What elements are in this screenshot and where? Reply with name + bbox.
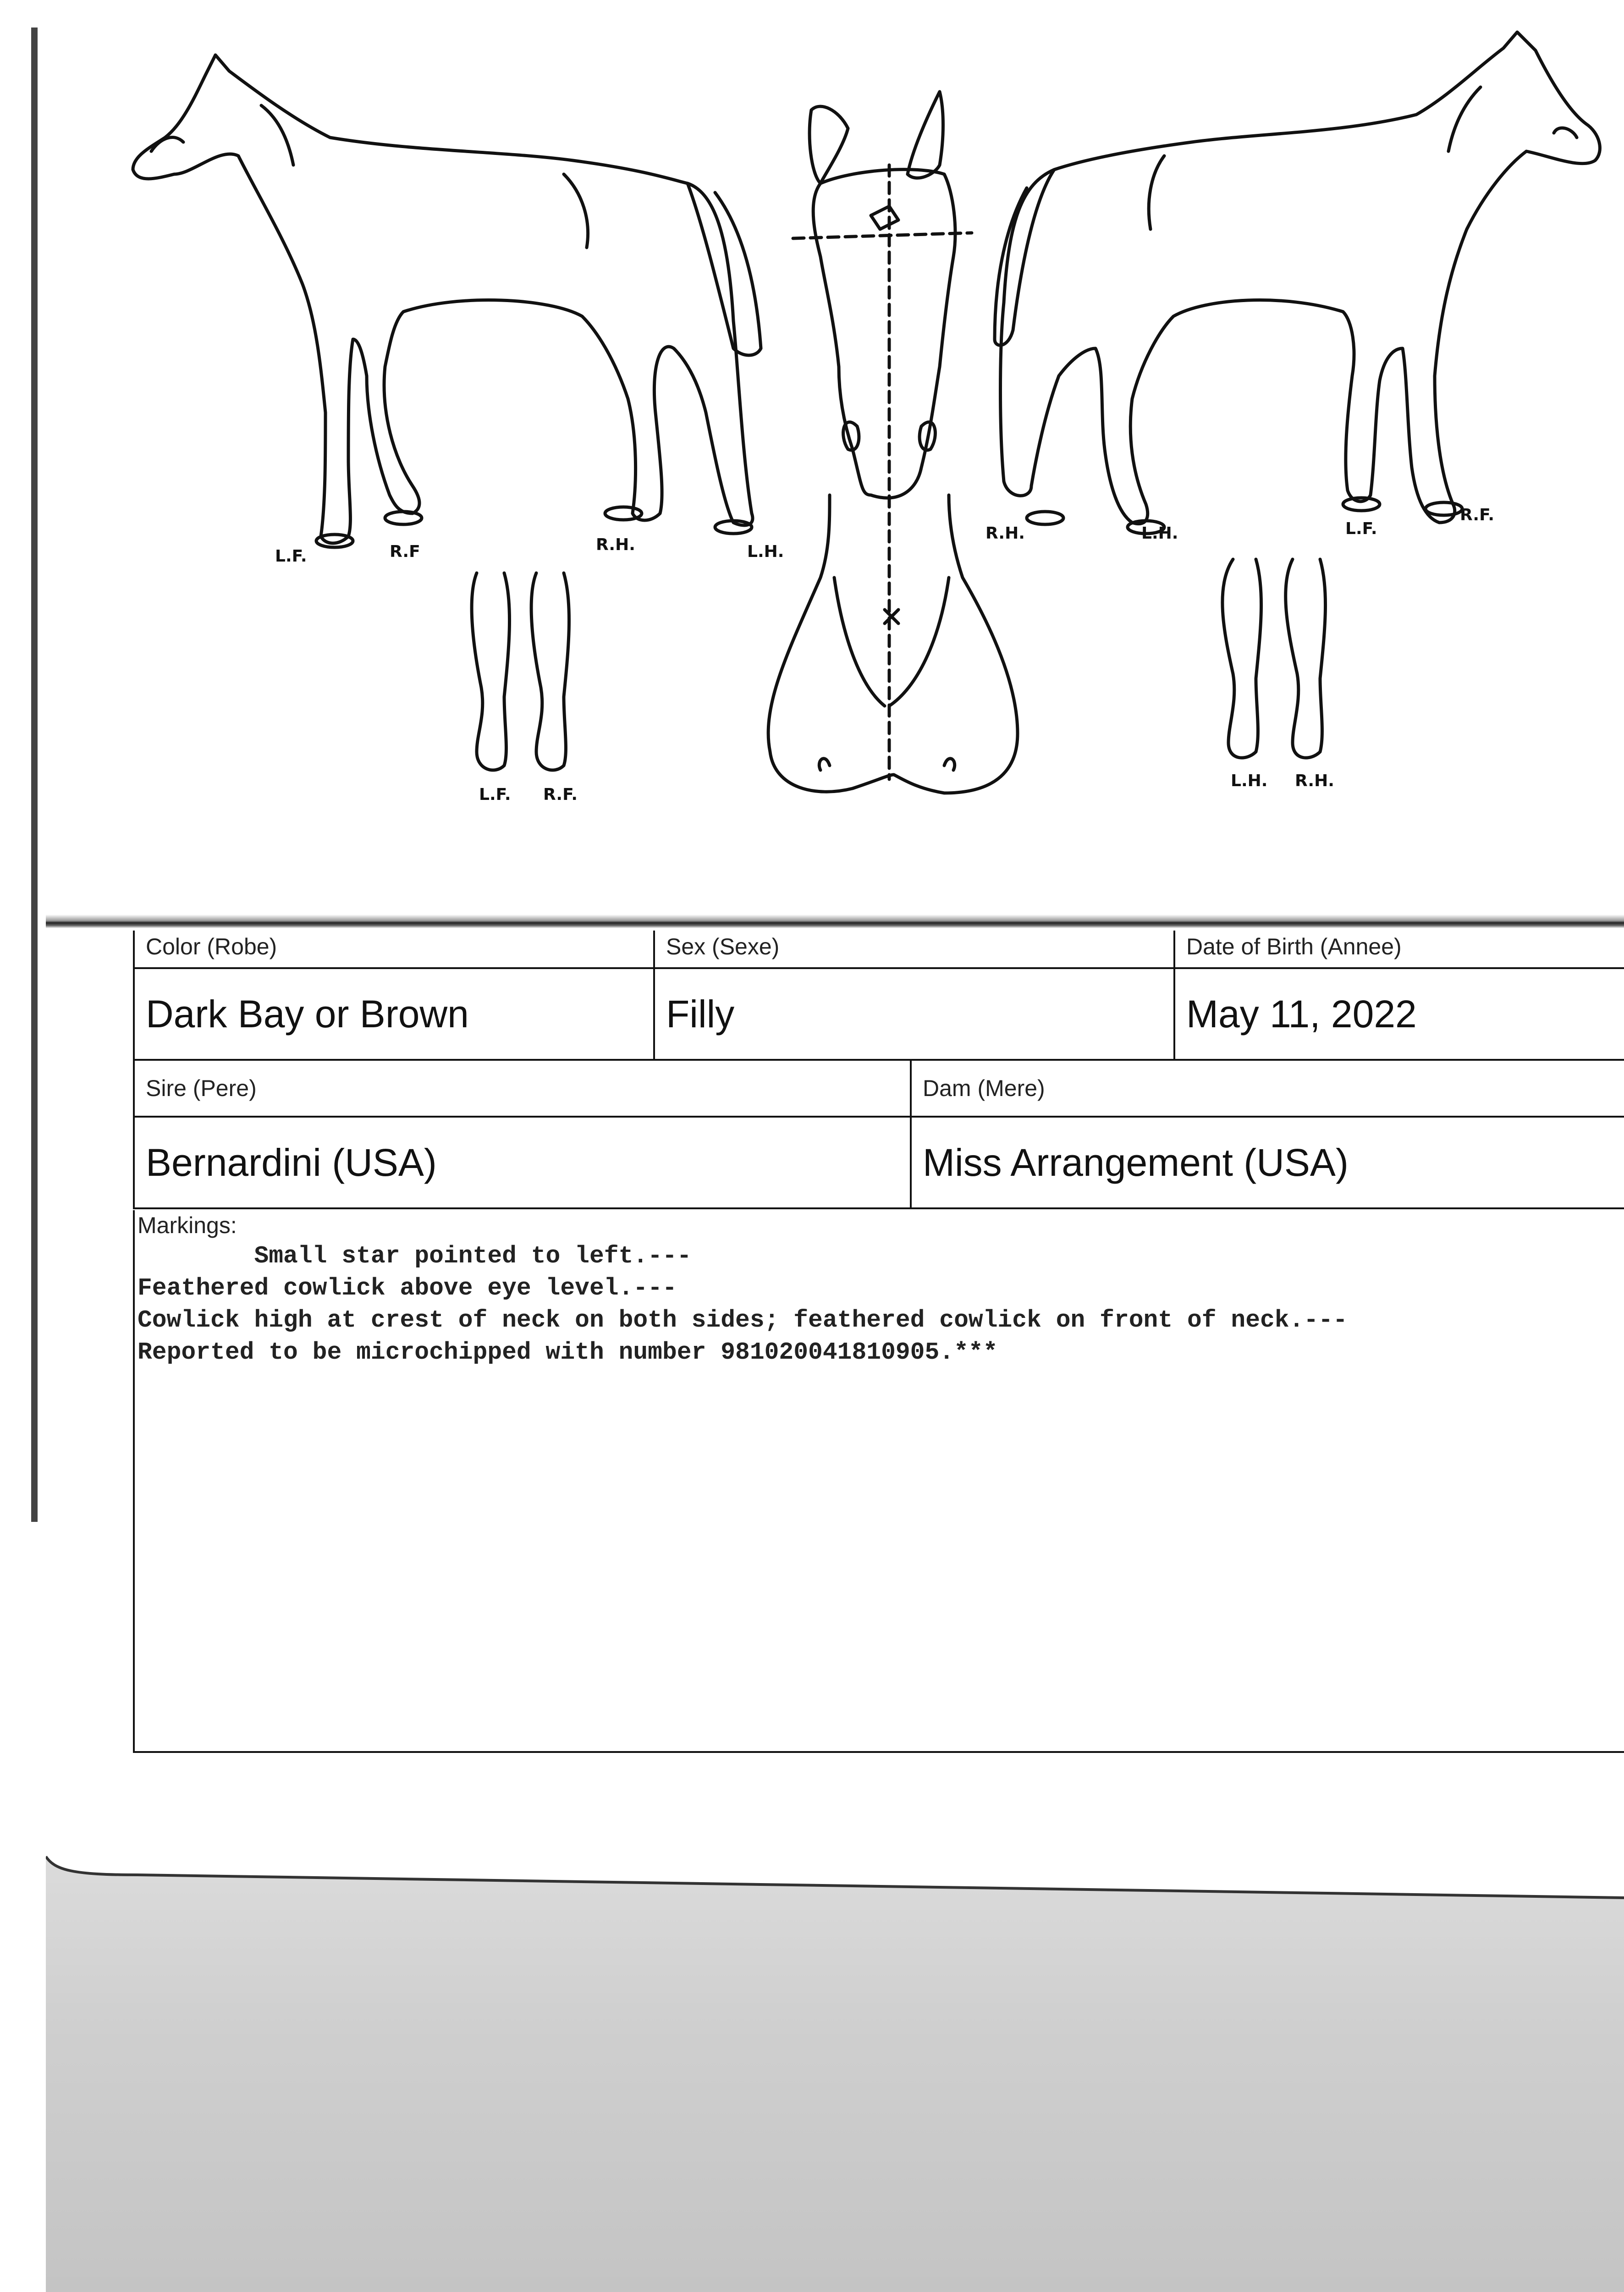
front-legs-diagram <box>472 573 569 770</box>
horse-markings-diagram <box>0 0 1624 898</box>
left-view-label-lf: L.F. <box>275 547 307 566</box>
left-view-label-lh: L.H. <box>747 542 784 561</box>
left-view-label-rf: R.F <box>390 542 420 561</box>
dam-value: Miss Arrangement (USA) <box>923 1141 1349 1184</box>
sire-value: Bernardini (USA) <box>135 1118 912 1207</box>
hind-legs-label-rh: R.H. <box>1295 771 1334 790</box>
parent-caption-row <box>133 1061 1624 1116</box>
markings-line: Cowlick high at crest of neck on both sides; feathered cowlick on front of neck.--- <box>138 1306 1348 1334</box>
right-view-label-rf: R.F. <box>1460 506 1495 524</box>
right-view-label-lh: L.H. <box>1141 524 1178 543</box>
form-caption-row <box>133 931 1624 967</box>
sex-value: Filly <box>655 969 1175 1059</box>
markings-line: Reported to be microchipped with number 981020041810905.*** <box>138 1339 998 1366</box>
markings-caption: Markings: <box>138 1212 237 1238</box>
page-bottom-edge <box>46 1847 1624 1902</box>
form-rule <box>133 1207 1624 1209</box>
color-caption: Color (Robe) <box>135 931 655 967</box>
markings-line: Small star pointed to left.--- <box>138 1242 692 1270</box>
sire-caption: Sire (Pere) <box>135 1061 912 1116</box>
markings-box <box>133 1210 1624 1753</box>
dam-caption: Dam (Mere) <box>923 1075 1045 1101</box>
dob-value: May 11, 2022 <box>1186 992 1417 1036</box>
scanner-background <box>46 1847 1624 2292</box>
dob-caption: Date of Birth (Annee) <box>1186 934 1402 959</box>
horse-head-front-view <box>768 92 1018 793</box>
right-view-label-lf: L.F. <box>1345 519 1377 538</box>
right-view-label-rh: R.H. <box>985 524 1025 543</box>
color-value: Dark Bay or Brown <box>135 969 655 1059</box>
hind-legs-label-lh: L.H. <box>1231 771 1268 790</box>
parent-value-row <box>133 1118 1624 1207</box>
front-legs-label-rf: R.F. <box>543 785 578 804</box>
sex-caption: Sex (Sexe) <box>655 931 1175 967</box>
form-value-row <box>133 969 1624 1059</box>
horse-left-side-view <box>133 55 761 547</box>
left-view-label-rh: R.H. <box>596 535 635 554</box>
hind-legs-diagram <box>1222 559 1326 758</box>
front-legs-label-lf: L.F. <box>479 785 511 804</box>
markings-line: Feathered cowlick above eye level.--- <box>138 1274 677 1302</box>
horse-right-side-view <box>995 32 1600 534</box>
page-fold-shadow <box>46 915 1624 928</box>
